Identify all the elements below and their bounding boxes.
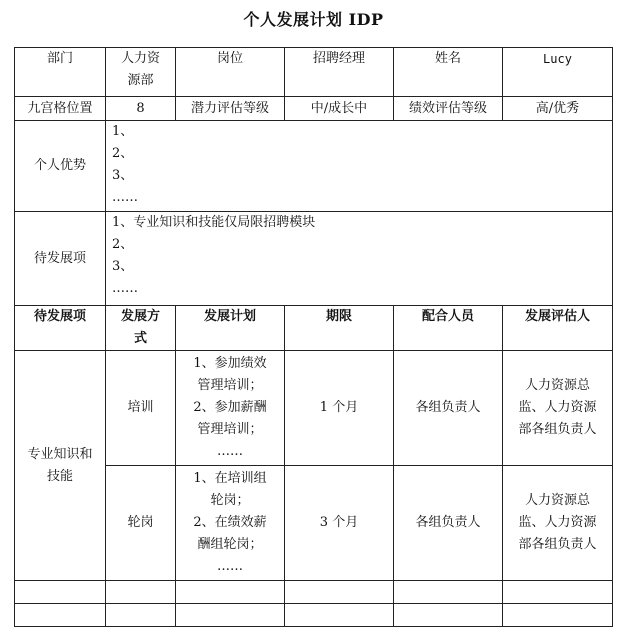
empty-cell bbox=[394, 604, 503, 627]
method-value: 轮岗 bbox=[127, 515, 154, 530]
position-label-cell bbox=[176, 48, 285, 97]
to-develop-content-cell bbox=[106, 212, 613, 306]
idp-table bbox=[14, 47, 613, 627]
plan-line: 轮岗； bbox=[210, 493, 250, 508]
dept-value-cell bbox=[106, 48, 176, 97]
row-to-develop bbox=[15, 212, 613, 306]
to-develop-line: 2、 bbox=[112, 237, 134, 252]
performance-label: 绩效评估等级 bbox=[408, 100, 487, 116]
to-develop-label-cell bbox=[15, 212, 106, 306]
performance-value: 高/优秀 bbox=[535, 100, 580, 116]
strengths-label-cell bbox=[15, 121, 106, 212]
name-value: Lucy bbox=[543, 52, 572, 66]
plan-line: 管理培训； bbox=[197, 422, 263, 437]
method-cell bbox=[106, 351, 176, 466]
method-cell bbox=[106, 466, 176, 581]
plan-cell bbox=[176, 351, 285, 466]
empty-cell bbox=[15, 581, 106, 604]
dept-value-line-1: 人力资 bbox=[120, 51, 160, 66]
performance-label-cell bbox=[394, 97, 503, 121]
strength-line: 3、 bbox=[112, 168, 134, 183]
plan-line: 2、参加薪酬 bbox=[193, 400, 267, 415]
to-develop-label: 待发展项 bbox=[33, 250, 86, 266]
evaluator-line: 人力资源总 bbox=[524, 493, 590, 508]
header-partner-cell bbox=[394, 306, 503, 351]
position-value: 招聘经理 bbox=[312, 51, 365, 66]
partner-value: 各组负责人 bbox=[415, 515, 481, 530]
to-develop-line: …… bbox=[112, 281, 138, 296]
header-plan: 发展计划 bbox=[203, 309, 256, 324]
grid-label-cell bbox=[15, 97, 106, 121]
strengths-label: 个人优势 bbox=[33, 158, 86, 173]
empty-cell bbox=[176, 581, 285, 604]
name-value-cell bbox=[503, 48, 613, 97]
partner-cell bbox=[394, 466, 503, 581]
header-period-cell bbox=[285, 306, 394, 351]
period-cell bbox=[285, 466, 394, 581]
potential-label-cell bbox=[176, 97, 285, 121]
header-method-cell bbox=[106, 306, 176, 351]
potential-value-cell bbox=[285, 97, 394, 121]
grid-value-cell bbox=[106, 97, 176, 121]
evaluator-cell bbox=[503, 351, 613, 466]
dept-label-cell bbox=[15, 48, 106, 97]
row-basic-info bbox=[15, 48, 613, 97]
empty-cell bbox=[15, 604, 106, 627]
plan-item-line-2: 技能 bbox=[46, 468, 73, 484]
plan-line: …… bbox=[217, 559, 243, 574]
plan-line: 1、参加绩效 bbox=[193, 356, 267, 371]
empty-cell bbox=[285, 604, 394, 627]
name-label: 姓名 bbox=[434, 51, 461, 66]
empty-cell bbox=[394, 581, 503, 604]
evaluator-line: 监、人力资源 bbox=[518, 515, 597, 530]
strengths-content-cell bbox=[106, 121, 613, 212]
header-method-line-2: 式 bbox=[133, 331, 147, 346]
header-item: 待发展项 bbox=[33, 309, 86, 324]
header-period: 期限 bbox=[325, 309, 352, 324]
grid-value: 8 bbox=[136, 100, 145, 116]
period-value: 3 个月 bbox=[319, 515, 359, 530]
empty-cell bbox=[285, 581, 394, 604]
header-item-cell bbox=[15, 306, 106, 351]
position-label: 岗位 bbox=[216, 51, 243, 66]
plan-line: 2、在绩效薪 bbox=[193, 515, 267, 530]
period-value: 1 个月 bbox=[319, 400, 359, 415]
period-cell bbox=[285, 351, 394, 466]
position-value-cell bbox=[285, 48, 394, 97]
row-assessment bbox=[15, 97, 613, 121]
partner-cell bbox=[394, 351, 503, 466]
performance-value-cell bbox=[503, 97, 613, 121]
evaluator-line: 部各组负责人 bbox=[518, 422, 597, 437]
plan-item-cell bbox=[15, 351, 106, 581]
row-strengths bbox=[15, 121, 613, 212]
plan-line: 管理培训； bbox=[197, 378, 263, 393]
empty-cell bbox=[106, 604, 176, 627]
evaluator-line: 监、人力资源 bbox=[518, 400, 597, 415]
plan-line: 酬组轮岗； bbox=[197, 537, 263, 552]
dept-label: 部门 bbox=[46, 51, 73, 66]
header-plan-cell bbox=[176, 306, 285, 351]
strength-line: 2、 bbox=[112, 146, 134, 161]
plan-line: …… bbox=[217, 444, 243, 459]
header-method-line-1: 发展方 bbox=[120, 309, 160, 324]
partner-value: 各组负责人 bbox=[415, 400, 481, 415]
document-title: 个人发展计划 IDP bbox=[243, 10, 384, 29]
name-label-cell bbox=[394, 48, 503, 97]
plan-item-line-1: 专业知识和 bbox=[27, 446, 93, 462]
empty-cell bbox=[106, 581, 176, 604]
plan-line: 1、在培训组 bbox=[193, 471, 267, 486]
strength-line: 1、 bbox=[112, 124, 134, 139]
method-value: 培训 bbox=[127, 400, 154, 415]
row-empty bbox=[15, 581, 613, 604]
grid-label: 九宫格位置 bbox=[27, 100, 93, 116]
dept-value-line-2: 源部 bbox=[127, 73, 154, 88]
to-develop-line: 3、 bbox=[112, 259, 134, 274]
plan-cell bbox=[176, 466, 285, 581]
row-plan-header bbox=[15, 306, 613, 351]
empty-cell bbox=[503, 604, 613, 627]
to-develop-line: 1、专业知识和技能仅局限招聘模块 bbox=[112, 215, 316, 230]
potential-label: 潜力评估等级 bbox=[190, 100, 269, 116]
potential-value: 中/成长中 bbox=[310, 100, 368, 116]
row-plan-training bbox=[15, 351, 613, 466]
evaluator-line: 部各组负责人 bbox=[518, 537, 597, 552]
empty-cell bbox=[176, 604, 285, 627]
strength-line: …… bbox=[112, 190, 138, 205]
header-evaluator: 发展评估人 bbox=[524, 309, 590, 324]
header-partner: 配合人员 bbox=[421, 309, 474, 324]
row-empty bbox=[15, 604, 613, 627]
empty-cell bbox=[503, 581, 613, 604]
evaluator-line: 人力资源总 bbox=[524, 378, 590, 393]
evaluator-cell bbox=[503, 466, 613, 581]
header-evaluator-cell bbox=[503, 306, 613, 351]
